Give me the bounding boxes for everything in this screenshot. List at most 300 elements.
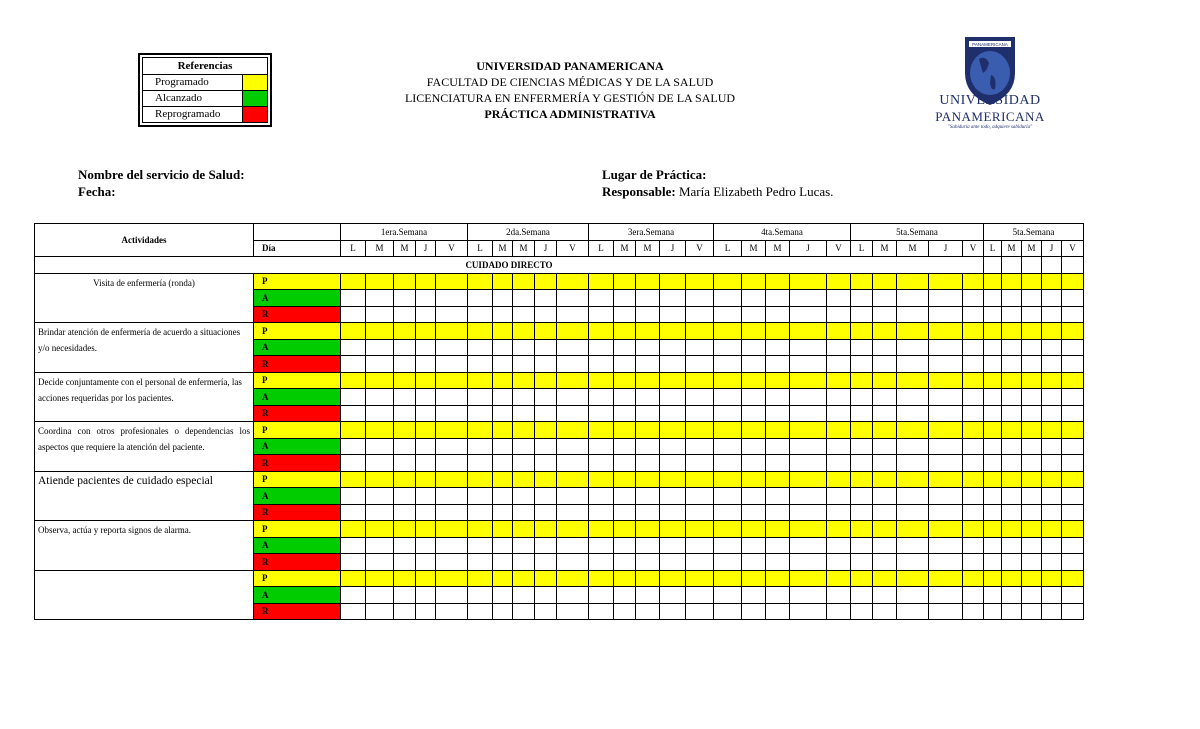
schedule-cell[interactable] bbox=[897, 306, 929, 323]
schedule-cell[interactable] bbox=[1022, 372, 1042, 389]
schedule-cell[interactable] bbox=[984, 537, 1002, 554]
schedule-cell[interactable] bbox=[589, 521, 614, 538]
schedule-cell[interactable] bbox=[614, 603, 636, 620]
schedule-cell[interactable] bbox=[742, 422, 766, 439]
schedule-cell[interactable] bbox=[714, 290, 742, 307]
schedule-cell[interactable] bbox=[416, 356, 436, 373]
schedule-cell[interactable] bbox=[416, 587, 436, 604]
schedule-cell[interactable] bbox=[766, 455, 790, 472]
schedule-cell[interactable] bbox=[660, 273, 686, 290]
schedule-cell[interactable] bbox=[686, 273, 714, 290]
schedule-cell[interactable] bbox=[929, 603, 963, 620]
schedule-cell[interactable] bbox=[1022, 356, 1042, 373]
schedule-cell[interactable] bbox=[660, 570, 686, 587]
schedule-cell[interactable] bbox=[766, 306, 790, 323]
schedule-cell[interactable] bbox=[660, 306, 686, 323]
schedule-cell[interactable] bbox=[493, 422, 513, 439]
schedule-cell[interactable] bbox=[535, 504, 557, 521]
schedule-cell[interactable] bbox=[493, 273, 513, 290]
schedule-cell[interactable] bbox=[929, 537, 963, 554]
schedule-cell[interactable] bbox=[589, 323, 614, 340]
schedule-cell[interactable] bbox=[1062, 455, 1084, 472]
schedule-cell[interactable] bbox=[493, 339, 513, 356]
schedule-cell[interactable] bbox=[742, 290, 766, 307]
schedule-cell[interactable] bbox=[827, 422, 851, 439]
schedule-cell[interactable] bbox=[1002, 323, 1022, 340]
schedule-cell[interactable] bbox=[535, 389, 557, 406]
schedule-cell[interactable] bbox=[341, 323, 366, 340]
schedule-cell[interactable] bbox=[416, 521, 436, 538]
schedule-cell[interactable] bbox=[686, 438, 714, 455]
schedule-cell[interactable] bbox=[873, 273, 897, 290]
schedule-cell[interactable] bbox=[827, 603, 851, 620]
schedule-cell[interactable] bbox=[851, 537, 873, 554]
schedule-cell[interactable] bbox=[636, 488, 660, 505]
schedule-cell[interactable] bbox=[341, 504, 366, 521]
schedule-cell[interactable] bbox=[766, 372, 790, 389]
schedule-cell[interactable] bbox=[513, 306, 535, 323]
schedule-cell[interactable] bbox=[416, 504, 436, 521]
schedule-cell[interactable] bbox=[416, 323, 436, 340]
schedule-cell[interactable] bbox=[897, 422, 929, 439]
schedule-cell[interactable] bbox=[557, 504, 589, 521]
schedule-cell[interactable] bbox=[535, 537, 557, 554]
schedule-cell[interactable] bbox=[589, 570, 614, 587]
schedule-cell[interactable] bbox=[614, 554, 636, 571]
schedule-cell[interactable] bbox=[493, 587, 513, 604]
schedule-cell[interactable] bbox=[963, 603, 984, 620]
schedule-cell[interactable] bbox=[416, 455, 436, 472]
schedule-cell[interactable] bbox=[1002, 570, 1022, 587]
schedule-cell[interactable] bbox=[394, 603, 416, 620]
schedule-cell[interactable] bbox=[929, 587, 963, 604]
schedule-cell[interactable] bbox=[790, 339, 827, 356]
schedule-cell[interactable] bbox=[436, 521, 468, 538]
schedule-cell[interactable] bbox=[1022, 504, 1042, 521]
schedule-cell[interactable] bbox=[614, 488, 636, 505]
schedule-cell[interactable] bbox=[929, 438, 963, 455]
schedule-cell[interactable] bbox=[535, 422, 557, 439]
schedule-cell[interactable] bbox=[851, 455, 873, 472]
schedule-cell[interactable] bbox=[513, 273, 535, 290]
schedule-cell[interactable] bbox=[984, 603, 1002, 620]
schedule-cell[interactable] bbox=[714, 323, 742, 340]
schedule-cell[interactable] bbox=[1062, 554, 1084, 571]
schedule-cell[interactable] bbox=[535, 323, 557, 340]
schedule-cell[interactable] bbox=[929, 372, 963, 389]
schedule-cell[interactable] bbox=[493, 323, 513, 340]
schedule-cell[interactable] bbox=[468, 372, 493, 389]
schedule-cell[interactable] bbox=[468, 537, 493, 554]
schedule-cell[interactable] bbox=[897, 405, 929, 422]
schedule-cell[interactable] bbox=[493, 306, 513, 323]
schedule-cell[interactable] bbox=[851, 323, 873, 340]
schedule-cell[interactable] bbox=[1042, 405, 1062, 422]
schedule-cell[interactable] bbox=[468, 405, 493, 422]
schedule-cell[interactable] bbox=[416, 389, 436, 406]
schedule-cell[interactable] bbox=[1002, 554, 1022, 571]
schedule-cell[interactable] bbox=[686, 537, 714, 554]
schedule-cell[interactable] bbox=[636, 537, 660, 554]
schedule-cell[interactable] bbox=[1062, 389, 1084, 406]
schedule-cell[interactable] bbox=[614, 290, 636, 307]
schedule-cell[interactable] bbox=[766, 537, 790, 554]
schedule-cell[interactable] bbox=[851, 504, 873, 521]
schedule-cell[interactable] bbox=[660, 422, 686, 439]
schedule-cell[interactable] bbox=[557, 339, 589, 356]
schedule-cell[interactable] bbox=[929, 554, 963, 571]
schedule-cell[interactable] bbox=[366, 273, 394, 290]
schedule-cell[interactable] bbox=[535, 554, 557, 571]
schedule-cell[interactable] bbox=[341, 521, 366, 538]
schedule-cell[interactable] bbox=[341, 339, 366, 356]
schedule-cell[interactable] bbox=[766, 603, 790, 620]
schedule-cell[interactable] bbox=[394, 290, 416, 307]
schedule-cell[interactable] bbox=[1002, 339, 1022, 356]
schedule-cell[interactable] bbox=[1062, 422, 1084, 439]
schedule-cell[interactable] bbox=[1002, 306, 1022, 323]
schedule-cell[interactable] bbox=[341, 438, 366, 455]
schedule-cell[interactable] bbox=[766, 273, 790, 290]
schedule-cell[interactable] bbox=[873, 290, 897, 307]
schedule-cell[interactable] bbox=[557, 570, 589, 587]
schedule-cell[interactable] bbox=[963, 537, 984, 554]
schedule-cell[interactable] bbox=[742, 488, 766, 505]
schedule-cell[interactable] bbox=[686, 405, 714, 422]
schedule-cell[interactable] bbox=[963, 372, 984, 389]
schedule-cell[interactable] bbox=[1002, 405, 1022, 422]
schedule-cell[interactable] bbox=[963, 339, 984, 356]
schedule-cell[interactable] bbox=[436, 273, 468, 290]
schedule-cell[interactable] bbox=[468, 603, 493, 620]
schedule-cell[interactable] bbox=[851, 587, 873, 604]
schedule-cell[interactable] bbox=[1042, 273, 1062, 290]
schedule-cell[interactable] bbox=[1002, 455, 1022, 472]
schedule-cell[interactable] bbox=[851, 570, 873, 587]
schedule-cell[interactable] bbox=[366, 356, 394, 373]
schedule-cell[interactable] bbox=[790, 323, 827, 340]
schedule-cell[interactable] bbox=[366, 323, 394, 340]
schedule-cell[interactable] bbox=[984, 273, 1002, 290]
schedule-cell[interactable] bbox=[1022, 455, 1042, 472]
schedule-cell[interactable] bbox=[851, 273, 873, 290]
schedule-cell[interactable] bbox=[984, 554, 1002, 571]
schedule-cell[interactable] bbox=[468, 504, 493, 521]
schedule-cell[interactable] bbox=[873, 306, 897, 323]
schedule-cell[interactable] bbox=[1022, 521, 1042, 538]
schedule-cell[interactable] bbox=[557, 438, 589, 455]
schedule-cell[interactable] bbox=[468, 438, 493, 455]
schedule-cell[interactable] bbox=[535, 471, 557, 488]
schedule-cell[interactable] bbox=[660, 587, 686, 604]
schedule-cell[interactable] bbox=[394, 372, 416, 389]
schedule-cell[interactable] bbox=[714, 422, 742, 439]
schedule-cell[interactable] bbox=[614, 356, 636, 373]
schedule-cell[interactable] bbox=[984, 405, 1002, 422]
schedule-cell[interactable] bbox=[984, 389, 1002, 406]
schedule-cell[interactable] bbox=[1002, 438, 1022, 455]
schedule-cell[interactable] bbox=[686, 603, 714, 620]
schedule-cell[interactable] bbox=[742, 323, 766, 340]
schedule-cell[interactable] bbox=[827, 273, 851, 290]
schedule-cell[interactable] bbox=[827, 504, 851, 521]
schedule-cell[interactable] bbox=[742, 537, 766, 554]
schedule-cell[interactable] bbox=[416, 306, 436, 323]
schedule-cell[interactable] bbox=[963, 554, 984, 571]
schedule-cell[interactable] bbox=[897, 537, 929, 554]
schedule-cell[interactable] bbox=[1002, 422, 1022, 439]
schedule-cell[interactable] bbox=[897, 488, 929, 505]
schedule-cell[interactable] bbox=[742, 570, 766, 587]
schedule-cell[interactable] bbox=[589, 290, 614, 307]
schedule-cell[interactable] bbox=[394, 273, 416, 290]
schedule-cell[interactable] bbox=[436, 438, 468, 455]
schedule-cell[interactable] bbox=[636, 372, 660, 389]
schedule-cell[interactable] bbox=[636, 603, 660, 620]
schedule-cell[interactable] bbox=[436, 587, 468, 604]
schedule-cell[interactable] bbox=[790, 306, 827, 323]
schedule-cell[interactable] bbox=[1042, 554, 1062, 571]
schedule-cell[interactable] bbox=[1062, 587, 1084, 604]
schedule-cell[interactable] bbox=[1002, 290, 1022, 307]
schedule-cell[interactable] bbox=[686, 587, 714, 604]
schedule-cell[interactable] bbox=[394, 504, 416, 521]
schedule-cell[interactable] bbox=[614, 273, 636, 290]
schedule-cell[interactable] bbox=[436, 488, 468, 505]
schedule-cell[interactable] bbox=[394, 422, 416, 439]
schedule-cell[interactable] bbox=[766, 356, 790, 373]
schedule-cell[interactable] bbox=[714, 306, 742, 323]
schedule-cell[interactable] bbox=[1002, 521, 1022, 538]
schedule-cell[interactable] bbox=[614, 587, 636, 604]
schedule-cell[interactable] bbox=[963, 273, 984, 290]
schedule-cell[interactable] bbox=[1042, 521, 1062, 538]
schedule-cell[interactable] bbox=[513, 323, 535, 340]
schedule-cell[interactable] bbox=[513, 504, 535, 521]
schedule-cell[interactable] bbox=[589, 389, 614, 406]
schedule-cell[interactable] bbox=[686, 372, 714, 389]
schedule-cell[interactable] bbox=[341, 389, 366, 406]
schedule-cell[interactable] bbox=[742, 455, 766, 472]
schedule-cell[interactable] bbox=[929, 471, 963, 488]
schedule-cell[interactable] bbox=[1042, 587, 1062, 604]
schedule-cell[interactable] bbox=[851, 405, 873, 422]
schedule-cell[interactable] bbox=[1022, 389, 1042, 406]
schedule-cell[interactable] bbox=[513, 422, 535, 439]
schedule-cell[interactable] bbox=[929, 521, 963, 538]
schedule-cell[interactable] bbox=[636, 273, 660, 290]
schedule-cell[interactable] bbox=[1002, 372, 1022, 389]
schedule-cell[interactable] bbox=[766, 504, 790, 521]
schedule-cell[interactable] bbox=[416, 438, 436, 455]
schedule-cell[interactable] bbox=[394, 405, 416, 422]
schedule-cell[interactable] bbox=[686, 389, 714, 406]
schedule-cell[interactable] bbox=[636, 554, 660, 571]
schedule-cell[interactable] bbox=[790, 504, 827, 521]
schedule-cell[interactable] bbox=[636, 306, 660, 323]
schedule-cell[interactable] bbox=[366, 537, 394, 554]
schedule-cell[interactable] bbox=[589, 504, 614, 521]
schedule-cell[interactable] bbox=[686, 339, 714, 356]
schedule-cell[interactable] bbox=[929, 488, 963, 505]
schedule-cell[interactable] bbox=[963, 306, 984, 323]
schedule-cell[interactable] bbox=[416, 372, 436, 389]
schedule-cell[interactable] bbox=[614, 438, 636, 455]
schedule-cell[interactable] bbox=[416, 339, 436, 356]
schedule-cell[interactable] bbox=[341, 587, 366, 604]
schedule-cell[interactable] bbox=[827, 306, 851, 323]
schedule-cell[interactable] bbox=[714, 438, 742, 455]
schedule-cell[interactable] bbox=[714, 537, 742, 554]
schedule-cell[interactable] bbox=[366, 339, 394, 356]
schedule-cell[interactable] bbox=[873, 521, 897, 538]
schedule-cell[interactable] bbox=[1002, 356, 1022, 373]
schedule-cell[interactable] bbox=[394, 471, 416, 488]
schedule-cell[interactable] bbox=[589, 339, 614, 356]
schedule-cell[interactable] bbox=[897, 323, 929, 340]
schedule-cell[interactable] bbox=[1062, 339, 1084, 356]
schedule-cell[interactable] bbox=[636, 521, 660, 538]
schedule-cell[interactable] bbox=[493, 389, 513, 406]
schedule-cell[interactable] bbox=[557, 405, 589, 422]
schedule-cell[interactable] bbox=[636, 356, 660, 373]
schedule-cell[interactable] bbox=[686, 488, 714, 505]
schedule-cell[interactable] bbox=[341, 471, 366, 488]
schedule-cell[interactable] bbox=[394, 356, 416, 373]
schedule-cell[interactable] bbox=[714, 339, 742, 356]
schedule-cell[interactable] bbox=[341, 405, 366, 422]
schedule-cell[interactable] bbox=[1062, 323, 1084, 340]
schedule-cell[interactable] bbox=[851, 471, 873, 488]
schedule-cell[interactable] bbox=[766, 587, 790, 604]
schedule-cell[interactable] bbox=[614, 471, 636, 488]
schedule-cell[interactable] bbox=[851, 603, 873, 620]
schedule-cell[interactable] bbox=[614, 537, 636, 554]
schedule-cell[interactable] bbox=[963, 504, 984, 521]
schedule-cell[interactable] bbox=[366, 488, 394, 505]
schedule-cell[interactable] bbox=[873, 570, 897, 587]
schedule-cell[interactable] bbox=[766, 389, 790, 406]
schedule-cell[interactable] bbox=[636, 339, 660, 356]
schedule-cell[interactable] bbox=[929, 339, 963, 356]
schedule-cell[interactable] bbox=[929, 389, 963, 406]
schedule-cell[interactable] bbox=[660, 372, 686, 389]
schedule-cell[interactable] bbox=[366, 290, 394, 307]
schedule-cell[interactable] bbox=[468, 339, 493, 356]
schedule-cell[interactable] bbox=[963, 356, 984, 373]
schedule-cell[interactable] bbox=[436, 537, 468, 554]
schedule-cell[interactable] bbox=[742, 356, 766, 373]
schedule-cell[interactable] bbox=[1022, 323, 1042, 340]
schedule-cell[interactable] bbox=[686, 422, 714, 439]
schedule-cell[interactable] bbox=[341, 290, 366, 307]
schedule-cell[interactable] bbox=[513, 455, 535, 472]
schedule-cell[interactable] bbox=[1022, 471, 1042, 488]
schedule-cell[interactable] bbox=[416, 273, 436, 290]
schedule-cell[interactable] bbox=[589, 471, 614, 488]
schedule-cell[interactable] bbox=[636, 290, 660, 307]
schedule-cell[interactable] bbox=[557, 356, 589, 373]
schedule-cell[interactable] bbox=[714, 521, 742, 538]
schedule-cell[interactable] bbox=[742, 603, 766, 620]
schedule-cell[interactable] bbox=[636, 570, 660, 587]
schedule-cell[interactable] bbox=[897, 570, 929, 587]
schedule-cell[interactable] bbox=[1022, 290, 1042, 307]
schedule-cell[interactable] bbox=[897, 521, 929, 538]
schedule-cell[interactable] bbox=[963, 290, 984, 307]
schedule-cell[interactable] bbox=[1042, 422, 1062, 439]
schedule-cell[interactable] bbox=[873, 537, 897, 554]
schedule-cell[interactable] bbox=[873, 438, 897, 455]
schedule-cell[interactable] bbox=[790, 389, 827, 406]
schedule-cell[interactable] bbox=[742, 504, 766, 521]
schedule-cell[interactable] bbox=[394, 306, 416, 323]
schedule-cell[interactable] bbox=[394, 554, 416, 571]
schedule-cell[interactable] bbox=[589, 554, 614, 571]
schedule-cell[interactable] bbox=[1042, 488, 1062, 505]
schedule-cell[interactable] bbox=[366, 603, 394, 620]
schedule-cell[interactable] bbox=[686, 554, 714, 571]
schedule-cell[interactable] bbox=[963, 587, 984, 604]
schedule-cell[interactable] bbox=[468, 290, 493, 307]
schedule-cell[interactable] bbox=[535, 570, 557, 587]
schedule-cell[interactable] bbox=[535, 339, 557, 356]
schedule-cell[interactable] bbox=[535, 603, 557, 620]
schedule-cell[interactable] bbox=[984, 488, 1002, 505]
schedule-cell[interactable] bbox=[394, 488, 416, 505]
schedule-cell[interactable] bbox=[394, 438, 416, 455]
schedule-cell[interactable] bbox=[742, 389, 766, 406]
schedule-cell[interactable] bbox=[468, 356, 493, 373]
schedule-cell[interactable] bbox=[394, 389, 416, 406]
schedule-cell[interactable] bbox=[897, 339, 929, 356]
schedule-cell[interactable] bbox=[589, 438, 614, 455]
schedule-cell[interactable] bbox=[513, 471, 535, 488]
schedule-cell[interactable] bbox=[929, 504, 963, 521]
schedule-cell[interactable] bbox=[790, 290, 827, 307]
schedule-cell[interactable] bbox=[636, 587, 660, 604]
schedule-cell[interactable] bbox=[436, 372, 468, 389]
schedule-cell[interactable] bbox=[1062, 306, 1084, 323]
schedule-cell[interactable] bbox=[614, 521, 636, 538]
schedule-cell[interactable] bbox=[535, 455, 557, 472]
schedule-cell[interactable] bbox=[557, 306, 589, 323]
schedule-cell[interactable] bbox=[468, 554, 493, 571]
schedule-cell[interactable] bbox=[493, 603, 513, 620]
schedule-cell[interactable] bbox=[394, 521, 416, 538]
schedule-cell[interactable] bbox=[436, 471, 468, 488]
schedule-cell[interactable] bbox=[1042, 306, 1062, 323]
schedule-cell[interactable] bbox=[873, 389, 897, 406]
schedule-cell[interactable] bbox=[468, 273, 493, 290]
schedule-cell[interactable] bbox=[660, 356, 686, 373]
schedule-cell[interactable] bbox=[1022, 554, 1042, 571]
schedule-cell[interactable] bbox=[1062, 537, 1084, 554]
schedule-cell[interactable] bbox=[790, 455, 827, 472]
schedule-cell[interactable] bbox=[557, 587, 589, 604]
schedule-cell[interactable] bbox=[984, 422, 1002, 439]
schedule-cell[interactable] bbox=[589, 306, 614, 323]
schedule-cell[interactable] bbox=[873, 471, 897, 488]
schedule-cell[interactable] bbox=[341, 372, 366, 389]
schedule-cell[interactable] bbox=[714, 471, 742, 488]
schedule-cell[interactable] bbox=[963, 438, 984, 455]
schedule-cell[interactable] bbox=[897, 438, 929, 455]
schedule-cell[interactable] bbox=[897, 273, 929, 290]
schedule-cell[interactable] bbox=[366, 372, 394, 389]
schedule-cell[interactable] bbox=[963, 389, 984, 406]
schedule-cell[interactable] bbox=[897, 587, 929, 604]
